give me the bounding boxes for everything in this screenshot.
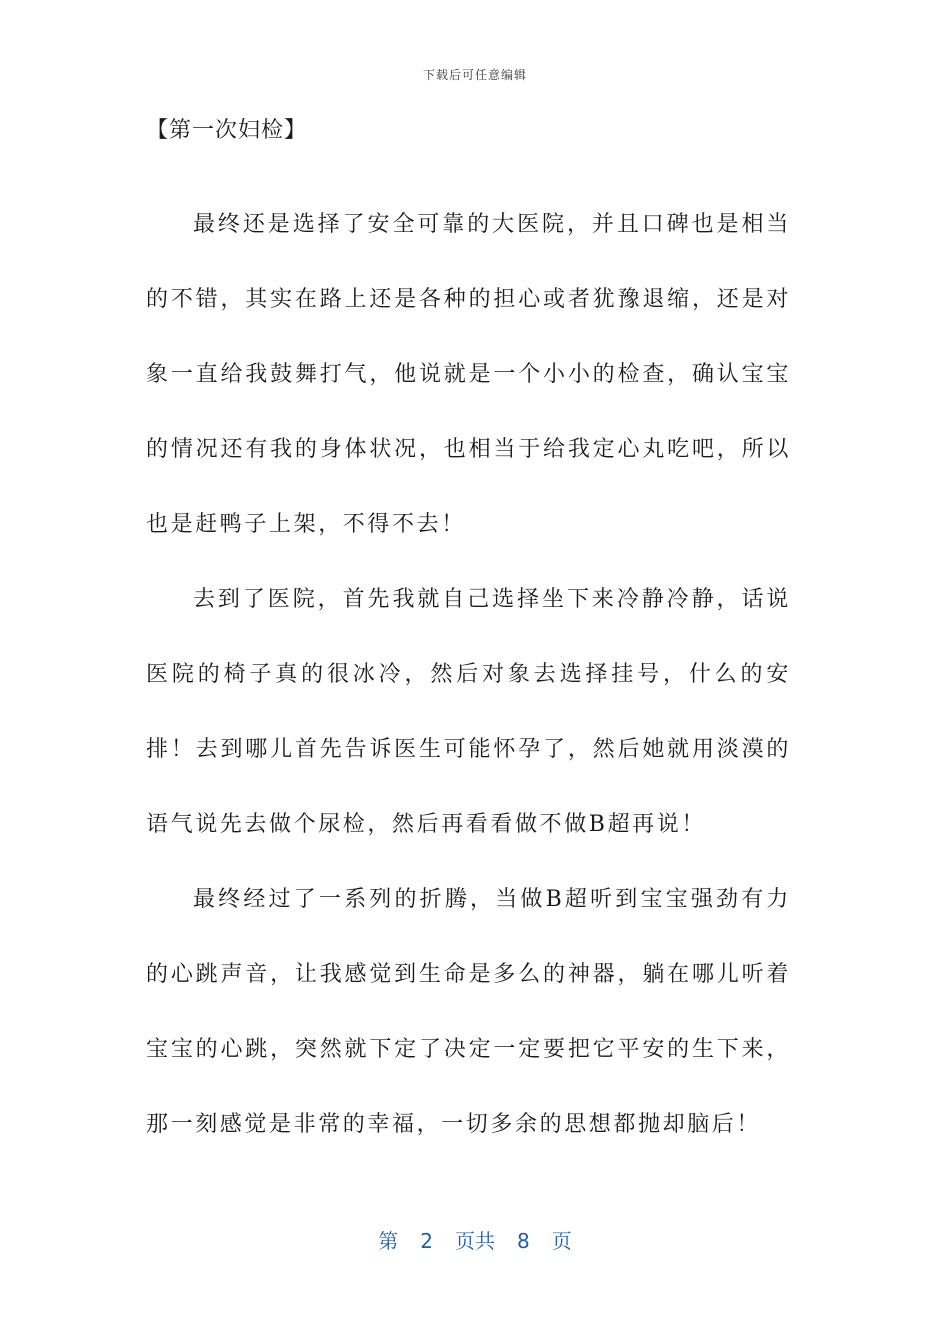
page-header: 下载后可任意编辑: [422, 68, 527, 82]
section-heading: 【第一次妇检】: [146, 118, 308, 143]
footer-suffix: 页: [551, 1229, 572, 1253]
current-page-number: 2: [420, 1229, 433, 1253]
document-body: [146, 112, 791, 1162]
paragraph-1: 最终还是选择了安全可靠的大医院，并且口碑也是相当的不错，其实在路上还是各种的担心或者犹豫退缩，还是对象一直给我鼓舞打气，他说就是一个小小的检查，确认宝宝的情况还有我的身体状况，也相当于给我定心丸吃吧，所以也是赶鸭子上架，不得不去！: [146, 212, 791, 537]
page-footer: [0, 1225, 950, 1254]
footer-prefix: 第: [378, 1229, 399, 1253]
paragraph-3: 最终经过了一系列的折腾，当做B超听到宝宝强劲有力的心跳声音，让我感觉到生命是多么的神器，躺在哪儿听着宝宝的心跳，突然就下定了决定一定要把它平安的生下来，那一刻感觉是非常的幸福，一切多余的思想都抛却脑后！: [146, 887, 791, 1137]
paragraph-2: 去到了医院，首先我就自己选择坐下来冷静冷静，话说医院的椅子真的很冰冷，然后对象去选择挂号，什么的安排！去到哪儿首先告诉医生可能怀孕了，然后她就用淡漠的语气说先去做个尿检，然后再看看做不做B超再说！: [146, 587, 791, 837]
footer-middle: 页共: [455, 1229, 495, 1253]
total-page-number: 8: [517, 1229, 530, 1253]
